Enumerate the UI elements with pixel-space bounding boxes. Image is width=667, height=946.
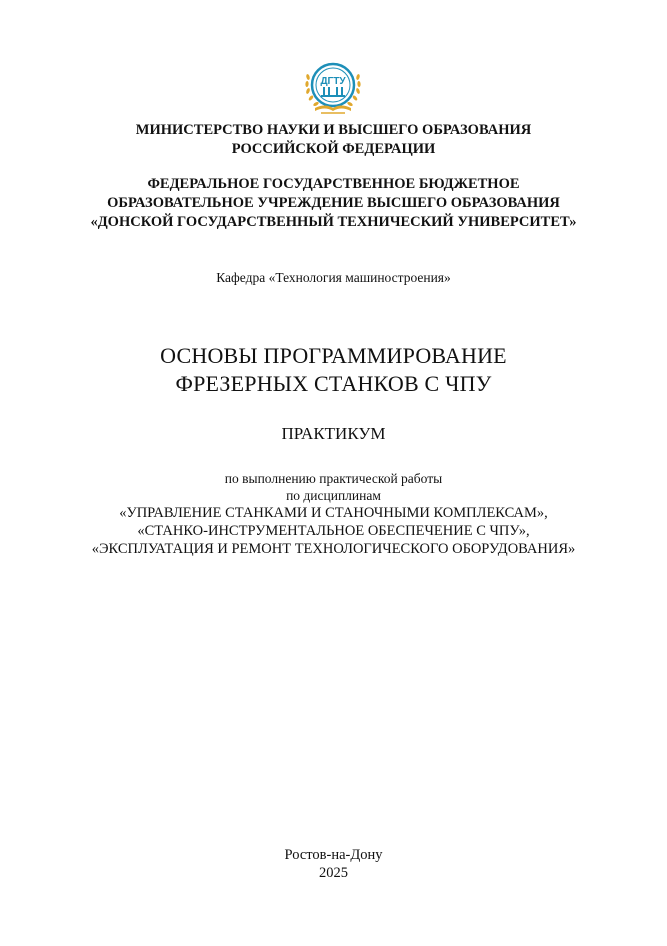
institution-line-2: ОБРАЗОВАТЕЛЬНОЕ УЧРЕЖДЕНИЕ ВЫСШЕГО ОБРАЗОВАНИЯ	[107, 195, 560, 211]
document-type: ПРАКТИКУМ	[281, 424, 386, 443]
document-title-line-1: ОСНОВЫ ПРОГРАММИРОВАНИЕ	[160, 343, 507, 368]
publication-city: Ростов-на-Дону	[284, 847, 383, 863]
purpose-line-1: по выполнению практической работы	[224, 471, 443, 486]
university-emblem-icon	[301, 58, 365, 118]
ministry-line-1: МИНИСТЕРСТВО НАУКИ И ВЫСШЕГО ОБРАЗОВАНИЯ	[135, 122, 532, 138]
purpose-line-2: по дисциплинам	[286, 488, 381, 503]
institution-line-3: «ДОНСКОЙ ГОСУДАРСТВЕННЫЙ ТЕХНИЧЕСКИЙ УНИВЕРСИТЕТ»	[90, 214, 577, 230]
logo-text: ДГТУ	[320, 76, 346, 87]
ministry-line-2: РОССИЙСКОЙ ФЕДЕРАЦИИ	[231, 141, 436, 157]
discipline-item: «СТАНКО-ИНСТРУМЕНТАЛЬНОЕ ОБЕСПЕЧЕНИЕ С ЧПУ»,	[137, 523, 530, 539]
discipline-item: «ЭКСПЛУАТАЦИЯ И РЕМОНТ ТЕХНОЛОГИЧЕСКОГО ОБОРУДОВАНИЯ»	[91, 541, 576, 557]
publication-year: 2025	[319, 865, 348, 881]
discipline-item: «УПРАВЛЕНИЕ СТАНКАМИ И СТАНОЧНЫМИ КОМПЛЕКСАМ»,	[119, 505, 548, 521]
document-title-line-2: ФРЕЗЕРНЫХ СТАНКОВ С ЧПУ	[175, 371, 492, 396]
institution-line-1: ФЕДЕРАЛЬНОЕ ГОСУДАРСТВЕННОЕ БЮДЖЕТНОЕ	[147, 176, 520, 192]
department-label: Кафедра «Технология машиностроения»	[216, 270, 451, 285]
